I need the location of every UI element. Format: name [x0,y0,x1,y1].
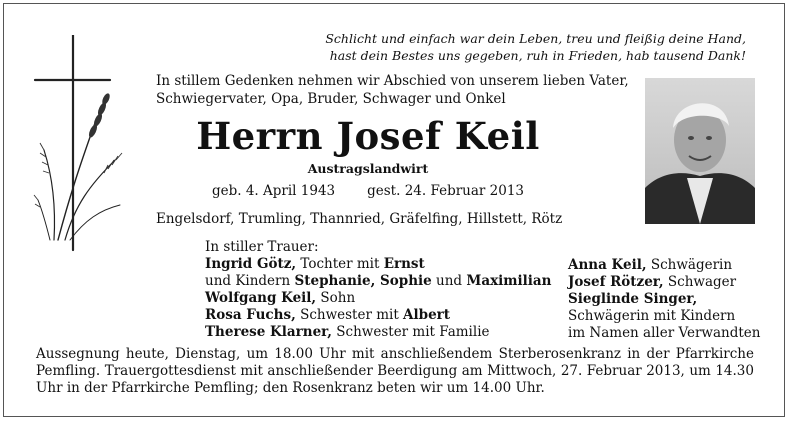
mourners-right [568,257,760,342]
mourner-line: Wolfgang Keil, Sohn [205,290,356,306]
mourners-heading: In stiller Trauer: [205,239,319,255]
life-dates [158,183,578,199]
portrait-photo [645,78,755,224]
intro-line-1: In stillem Gedenken nehmen wir Abschied von unserem lieben Vater, [156,73,629,89]
mourner-line: im Namen aller Verwandten [568,325,761,341]
funeral-details: Aussegnung heute, Dienstag, um 18.00 Uhr mit anschließendem Sterberosenkranz in der Pfarrkirche Pemfling. Trauergottesdienst mit anschließender Beerdigung am Mittwoch, 27. Februar 2013, um 14.30 Uhr in der Pfarrkirche Pemfling; den Rosenkranz beten wir um 14.00 Uhr. [36,346,754,396]
deceased-name: Herrn Josef Keil [196,114,540,158]
quote [325,30,746,64]
quote-line-2: hast dein Bestes uns gegeben, ruh in Frieden, hab tausend Dank! [329,48,746,63]
mourner-line: Rosa Fuchs, Schwester mit Albert [205,307,451,323]
mourner-line: Schwägerin mit Kindern [568,308,736,324]
intro-text [156,72,629,108]
cross-with-wheat-icon [30,35,130,260]
mourner-line: Sieglinde Singer, [568,291,698,307]
mourners-left [205,239,551,341]
intro-line-2: Schwiegervater, Opa, Bruder, Schwager und Onkel [156,91,506,107]
places-list: Engelsdorf, Trumling, Thannried, Gräfelfing, Hillstett, Rötz [156,211,563,227]
birth-date: geb. 4. April 1943 [211,183,336,199]
death-date: gest. 24. Februar 2013 [367,183,525,199]
quote-line-1: Schlicht und einfach war dein Leben, treu und fleißig deine Hand, [325,31,746,46]
mourner-line: Anna Keil, Schwägerin [568,257,733,273]
mourner-line: Josef Rötzer, Schwager [568,274,737,290]
mourner-line: und Kindern Stephanie, Sophie und Maximilian [205,273,552,289]
mourner-line: Ingrid Götz, Tochter mit Ernst [205,256,425,272]
deceased-title: Austragslandwirt [307,161,429,176]
mourner-line: Therese Klarner, Schwester mit Familie [205,324,490,340]
